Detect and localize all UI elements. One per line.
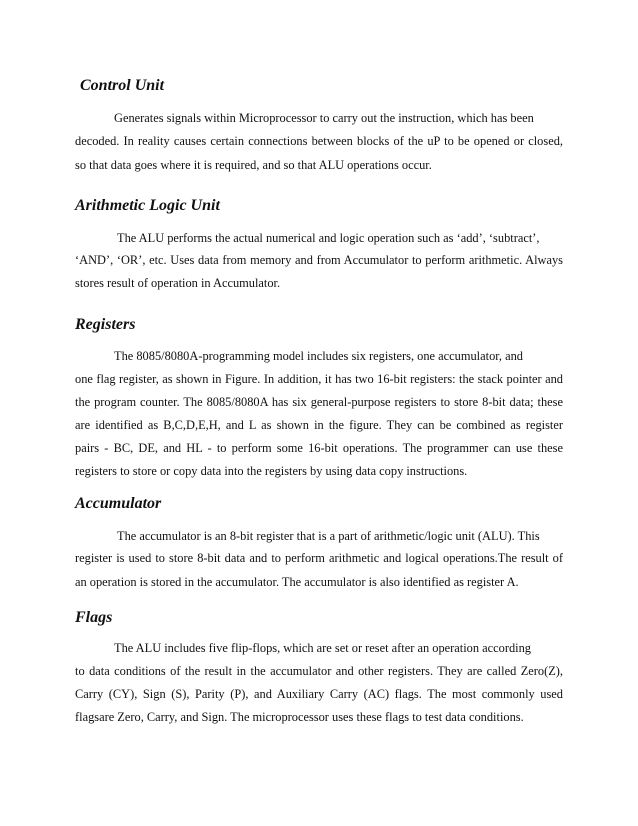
paragraph-line: an operation is stored in the accumulator. The accumulator is also identified as register A. bbox=[75, 575, 519, 589]
paragraph-line: ‘AND’, ‘OR’, etc. Uses data from memory and from Accumulator to perform arithmetic. Always bbox=[75, 253, 563, 267]
section-heading-control-unit: Control Unit bbox=[80, 77, 165, 94]
section-heading-arithmetic-logic-unit: Arithmetic Logic Unit bbox=[75, 197, 220, 214]
paragraph-line: to data conditions of the result in the accumulator and other registers. They are called Zero(Z), bbox=[75, 664, 563, 678]
paragraph-line: Carry (CY), Sign (S), Parity (P), and Auxiliary Carry (AC) flags. The most commonly used bbox=[75, 687, 563, 701]
paragraph-line: decoded. In reality causes certain connections between blocks of the uP to be opened or closed, bbox=[75, 134, 563, 148]
paragraph-line: the program counter. The 8085/8080A has six general-purpose registers to store 8-bit data; these bbox=[75, 395, 563, 409]
paragraph-line: pairs - BC, DE, and HL - to perform some 16-bit operations. The programmer can use these bbox=[75, 441, 563, 455]
paragraph-line: The ALU includes five flip-flops, which are set or reset after an operation according bbox=[114, 641, 531, 655]
paragraph-line: The 8085/8080A-programming model includes six registers, one accumulator, and bbox=[114, 349, 523, 363]
paragraph-line: register is used to store 8-bit data and to perform arithmetic and logical operations.The result of bbox=[75, 551, 563, 565]
paragraph-line: flagsare Zero, Carry, and Sign. The microprocessor uses these flags to test data conditions. bbox=[75, 710, 524, 724]
paragraph-line: stores result of operation in Accumulator. bbox=[75, 276, 281, 290]
paragraph-line: registers to store or copy data into the registers by using data copy instructions. bbox=[75, 464, 468, 478]
section-heading-registers: Registers bbox=[75, 316, 136, 333]
paragraph-line: The ALU performs the actual numerical and logic operation such as ‘add’, ‘subtract’, bbox=[117, 231, 540, 245]
paragraph-line: are identified as B,C,D,E,H, and L as shown in the figure. They can be combined as register bbox=[75, 418, 563, 432]
paragraph-line: Generates signals within Microprocessor to carry out the instruction, which has been bbox=[114, 111, 534, 125]
paragraph-line: one flag register, as shown in Figure. In addition, it has two 16-bit registers: the stack pointer and bbox=[75, 372, 563, 386]
section-heading-accumulator: Accumulator bbox=[75, 495, 162, 512]
paragraph-line: so that data goes where it is required, and so that ALU operations occur. bbox=[75, 158, 432, 172]
section-heading-flags: Flags bbox=[75, 609, 113, 626]
paragraph-line: The accumulator is an 8-bit register that is a part of arithmetic/logic unit (ALU). This bbox=[117, 529, 540, 543]
